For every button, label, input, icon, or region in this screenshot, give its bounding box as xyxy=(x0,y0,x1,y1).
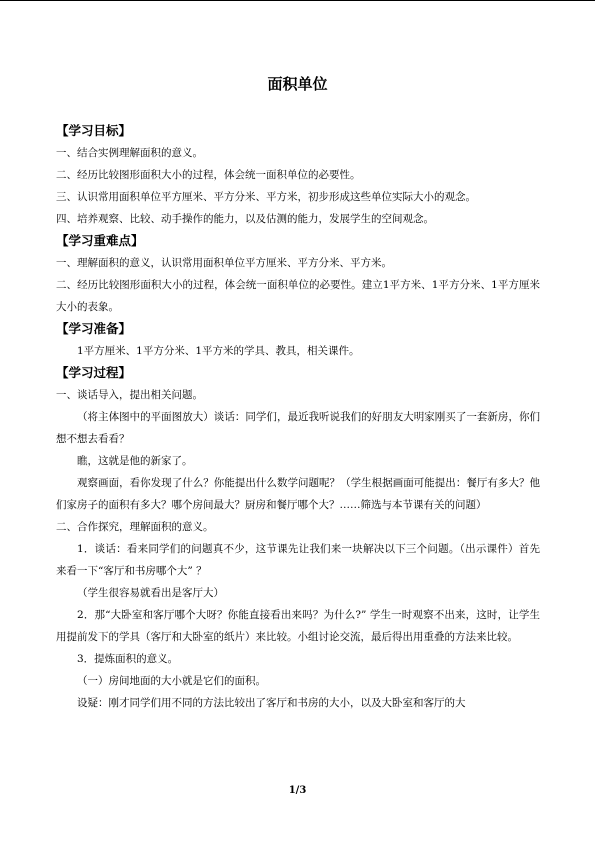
process-step-1-paragraph-3: 观察画面，看你发现了什么？你能提出什么数学问题呢？（学生根据画面可能提出：餐厅有多大？他们家房子的面积有多大？哪个房间最大？厨房和餐厅哪个大？……筛选与本节课有关的问题） xyxy=(56,477,540,511)
goal-item-4: 四、培养观察、比较、动手操作的能力，以及估测的能力，发展学生的空间观念。 xyxy=(56,213,434,225)
section-heading-key-points: 【学习重难点】 xyxy=(56,233,144,248)
process-step-2-paragraph-6: 设疑：刚才同学们用不同的方法比较出了客厅和书房的大小，以及大卧室和客厅的大 xyxy=(77,697,466,709)
page-title: 面积单位 xyxy=(267,75,328,93)
process-step-2-paragraph-2: （学生很容易就看出是客厅大） xyxy=(77,587,224,599)
process-step-2-paragraph-1: 1．谈话：看来同学们的问题真不少，这节课先让我们来一块解决以下三个问题。（出示课件）首先来看一下“客厅和书房哪个大” ？ xyxy=(56,543,540,577)
process-step-1-paragraph-2: 瞧，这就是他的新家了。 xyxy=(77,455,193,467)
process-step-1-paragraph-1: （将主体图中的平面图放大）谈话：同学们，最近我听说我们的好朋友大明家刚买了一套新房，你们想不想去看看？ xyxy=(56,411,540,445)
process-step-1-title: 一、谈话导入，提出相关问题。 xyxy=(56,389,203,401)
top-border-line xyxy=(0,0,595,1)
preparation-text: 1平方厘米、1平方分米、1平方米的学具、教具，相关课件。 xyxy=(77,345,360,357)
page-number: 1/3 xyxy=(288,785,307,796)
process-step-2-title: 二、合作探究，理解面积的意义。 xyxy=(56,521,214,533)
document-body xyxy=(56,120,540,714)
section-heading-preparation: 【学习准备】 xyxy=(56,321,132,336)
process-step-2-paragraph-5: （一）房间地面的大小就是它们的面积。 xyxy=(77,675,266,687)
section-heading-goals: 【学习目标】 xyxy=(56,123,132,138)
process-step-2-paragraph-3: 2．那“大卧室和客厅哪个大呀？你能直接看出来吗？为什么?” 学生一时观察不出来，这时，让学生用提前发下的学具（客厅和大卧室的纸片）来比较。小组讨论交流，最后得出用重叠的方法来比较。 xyxy=(56,609,540,643)
goal-item-1: 一、结合实例理解面积的意义。 xyxy=(56,147,203,159)
key-point-item-1: 一、理解面积的意义，认识常用面积单位平方厘米、平方分米、平方米。 xyxy=(56,257,392,269)
process-step-2-paragraph-4: 3．提炼面积的意义。 xyxy=(77,653,179,665)
goal-item-3: 三、认识常用面积单位平方厘米、平方分米、平方米，初步形成这些单位实际大小的观念。 xyxy=(56,191,476,203)
section-heading-process: 【学习过程】 xyxy=(56,365,132,380)
goal-item-2: 二、经历比较图形面积大小的过程，体会统一面积单位的必要性。 xyxy=(56,169,361,181)
key-point-item-2: 二、经历比较图形面积大小的过程，体会统一面积单位的必要性。建立1平方米、1平方分米、1平方厘米大小的表象。 xyxy=(56,279,540,313)
